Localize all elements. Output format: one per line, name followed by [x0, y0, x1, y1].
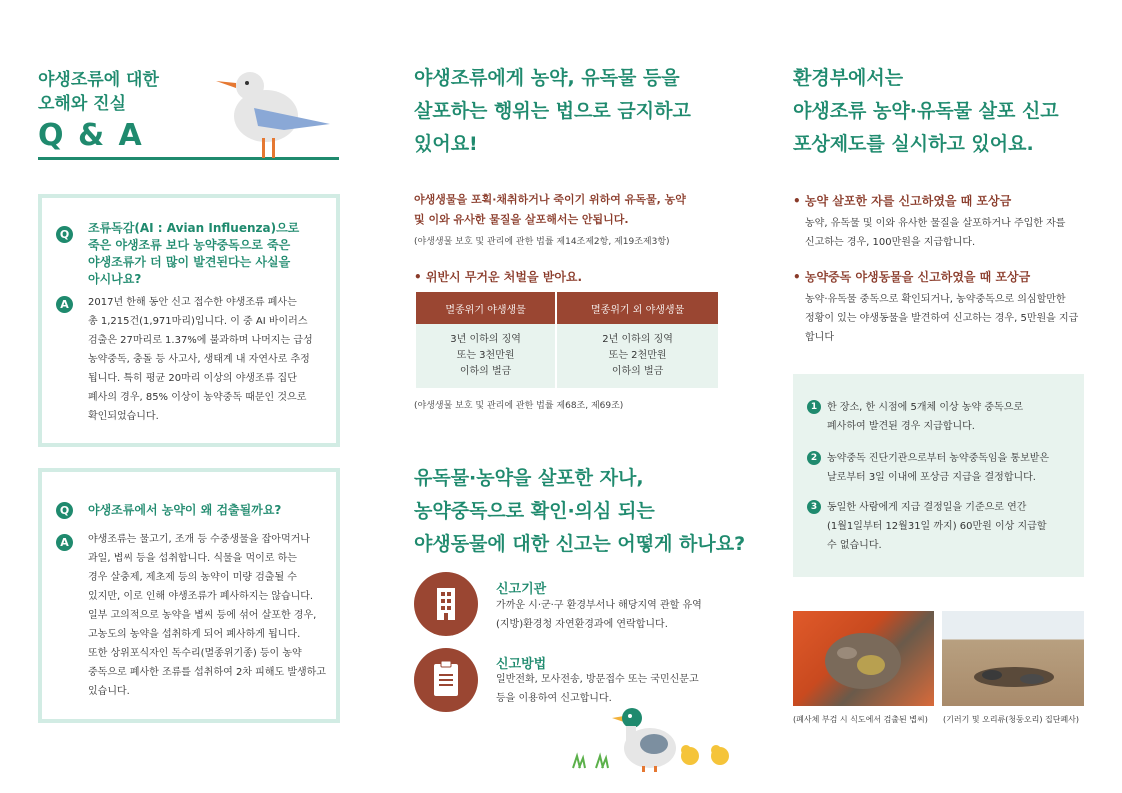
penalty-bullet: • 위반시 무거운 처벌을 받아요. [414, 270, 583, 284]
question-icon: Q [56, 502, 73, 519]
reward-item-2-text: 농약·유독물 중독으로 확인되거나, 농약중독으로 의심할만한 정황이 있는 야생동물을 발견하여 신고하는 경우, 5만원을 지급 합니다 [805, 294, 1079, 343]
qa-title: 야생조류에 대한 오해와 진실 [38, 70, 159, 114]
answer-icon: A [56, 296, 73, 313]
qa-box-2 [38, 468, 340, 723]
reward-heading: 환경부에서는 야생조류 농약·유독물 살포 신고 포상제도를 실시하고 있어요. [793, 67, 1059, 155]
qa-heading: Q & A [38, 118, 144, 153]
law-reference-2: (야생생물 보호 및 관리에 관한 법률 제68조, 제69조) [414, 401, 624, 411]
gull-illustration [214, 68, 334, 160]
duck-illustration [568, 706, 738, 774]
table-cell: 3년 이하의 징역 또는 3천만원 이하의 벌금 [416, 324, 556, 388]
reward-item-2-title: • 농약중독 야생동물을 신고하였을 때 포상금 [793, 270, 1031, 284]
reward-item-1-title: • 농약 살포한 자를 신고하였을 때 포상금 [793, 194, 1012, 208]
condition-2: 2 농약중독 진단기관으로부터 농약중독임을 통보받은 날로부터 3일 이내에 포상금 지급을 결정합니다. [807, 449, 1049, 487]
grass-icon [596, 756, 608, 768]
question-icon: Q [56, 226, 73, 243]
reward-item-1-text: 농약, 유독물 및 이와 유사한 물질을 살포하거나 주입한 자를 신고하는 경우, 100만원을 지급합니다. [805, 218, 1066, 248]
condition-1: 1 한 장소, 한 시점에 5개체 이상 농약 중독으로 폐사하여 발견된 경우 지급합니다. [807, 398, 1023, 436]
answer-text: 2017년 한해 동안 신고 접수한 야생조류 폐사는 총 1,215건(1,971마리)입니다. 이 중 AI 바이러스 검출은 27마리로 1.37%에 불과하며 나머지는 급성 농약중독, 충돌 등 사고사, 생태계 내 자연사로 추정 됩니다. 특히 평균 20마리 이상의 야생조류 집단 폐사의 경우, 85% 이상이 농약중독 때문인 것으로 확인되었습니다. [88, 297, 313, 422]
clipboard-icon [414, 648, 478, 712]
reward-conditions-box [793, 374, 1084, 577]
grass-icon [573, 756, 585, 768]
photo-dead-birds [942, 611, 1084, 706]
photo-caption-1: (폐사체 부검 시 식도에서 검출된 볍씨) [793, 715, 928, 724]
penalty-table [416, 292, 718, 388]
method-text: 일반전화, 모사전송, 방문접수 또는 국민신문고 등을 이용하여 신고합니다. [496, 674, 699, 704]
agency-title: 신고기관 [496, 582, 547, 597]
photo-seeds [793, 611, 934, 706]
answer-icon: A [56, 534, 73, 551]
photo-caption-2: (기러기 및 오리류(청둥오리) 집단폐사) [943, 715, 1080, 724]
law-reference-1: (야생생물 보호 및 관리에 관한 법률 제14조제2항, 제19조제3항) [414, 237, 670, 247]
law-body: 야생생물을 포획·채취하거나 죽이기 위하여 유독물, 농약 및 이와 유사한 물질을 살포해서는 안됩니다. [414, 193, 686, 226]
building-icon [414, 572, 478, 636]
question-text: 조류독감(AI : Avian Influenza)으로 죽은 야생조류 보다 농약중독으로 죽은 야생조류가 더 많이 발견된다는 사실을 아시나요? [88, 221, 300, 286]
law-heading: 야생조류에게 농약, 유독물 등을 살포하는 행위는 법으로 금지하고 있어요! [414, 67, 691, 155]
qa-box-1 [38, 194, 340, 447]
condition-3: 3 동일한 사람에게 지급 결정일을 기준으로 연간 (1월1일부터 12월31일 까지) 60만원 이상 지급할 수 없습니다. [807, 498, 1047, 555]
table-header: 멸종위기 외 야생생물 [556, 292, 718, 324]
report-heading: 유독물·농약을 살포한 자나, 농약중독으로 확인·의심 되는 야생동물에 대한 신고는 어떻게 하나요? [414, 467, 746, 555]
method-title: 신고방법 [496, 657, 547, 672]
question-text: 야생조류에서 농약이 왜 검출될까요? [88, 503, 282, 517]
agency-text: 가까운 시·군·구 환경부서나 해당지역 관할 유역 (지방)환경청 자연환경과에 연락합니다. [496, 600, 702, 630]
table-header: 멸종위기 야생생물 [416, 292, 556, 324]
answer-text: 야생조류는 물고기, 조개 등 수중생물을 잡아먹거나 과일, 볍씨 등을 섭취합니다. 식물을 먹이로 하는 경우 살충제, 제초제 등의 농약이 미량 검출될 수 있지만, 이로 인해 야생조류가 폐사하지는 않습니다. 일부 고의적으로 농약을 볍씨 등에 섞어 살포한 경우, 고농도의 농약을 섭취하게 되어 폐사하게 됩니다. 또한 상위포식자인 독수리(멸종위기종) 등이 농약 중독으로 폐사한 조류를 섭취하여 2차 피해도 발생하고 있습니다. [88, 534, 326, 697]
table-cell: 2년 이하의 징역 또는 2천만원 이하의 벌금 [556, 324, 718, 388]
